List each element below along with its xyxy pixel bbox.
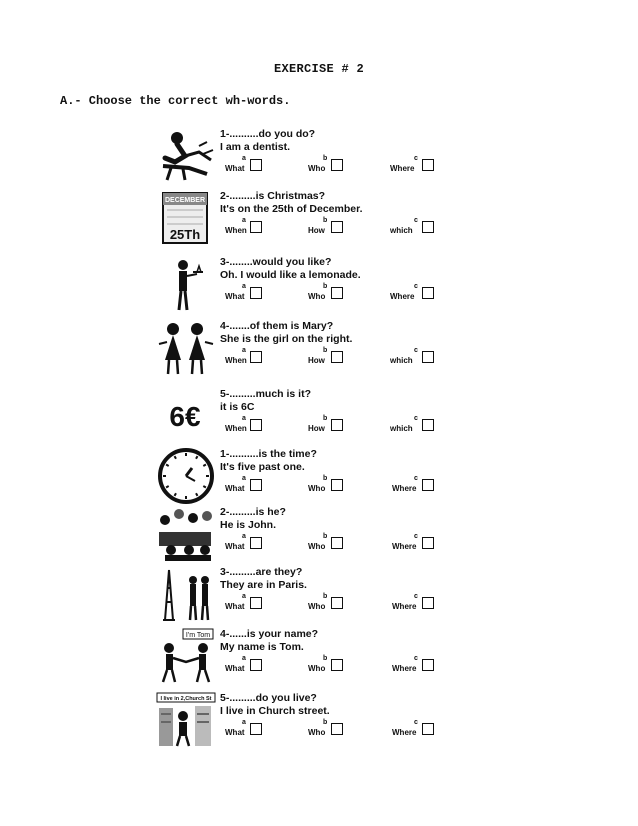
question-text: 4-.......of them is Mary? <box>220 320 334 332</box>
question-text: 2-.........is Christmas? <box>220 190 326 202</box>
question-text: 3-.........are they? <box>220 566 303 578</box>
option-letter: b <box>323 347 328 354</box>
option-word: Who <box>308 602 326 611</box>
option-checkbox[interactable] <box>422 287 434 299</box>
option-letter: a <box>242 155 246 162</box>
option-checkbox[interactable] <box>422 723 434 735</box>
option-letter: a <box>242 217 246 224</box>
option-letter: a <box>242 533 246 540</box>
option-checkbox[interactable] <box>422 597 434 609</box>
option-word: What <box>225 602 245 611</box>
answer-text: She is the girl on the right. <box>220 333 353 345</box>
option-checkbox[interactable] <box>331 659 343 671</box>
option-checkbox[interactable] <box>422 351 434 363</box>
crowd-icon-graphic <box>155 506 217 562</box>
svg-text:25Th: 25Th <box>169 227 201 242</box>
option-word: Where <box>392 728 417 737</box>
option-checkbox[interactable] <box>250 537 262 549</box>
option-letter: a <box>242 475 246 482</box>
option-letter: b <box>323 655 328 662</box>
answer-text: My name is Tom. <box>220 641 304 653</box>
option-word: which <box>390 356 413 365</box>
answer-text: Oh. I would like a lemonade. <box>220 269 361 281</box>
option-letter: c <box>414 283 418 290</box>
option-word: Who <box>308 542 326 551</box>
option-letter: c <box>414 155 418 162</box>
crowd-icon <box>155 506 217 562</box>
option-word: Who <box>308 292 326 301</box>
option-word: Where <box>392 664 417 673</box>
option-checkbox[interactable] <box>331 287 343 299</box>
option-letter: a <box>242 593 246 600</box>
option-checkbox[interactable] <box>250 723 262 735</box>
question-text: 2-.........is he? <box>220 506 286 518</box>
option-word: Who <box>308 728 326 737</box>
option-letter: b <box>323 719 328 726</box>
option-letter: c <box>414 347 418 354</box>
answer-text: It's on the 25th of December. <box>220 203 363 215</box>
question-text: 5-.........do you live? <box>220 692 317 704</box>
option-word: When <box>225 356 247 365</box>
option-checkbox[interactable] <box>422 419 434 431</box>
two-girls-icon-graphic <box>155 320 217 376</box>
option-letter: a <box>242 415 246 422</box>
question-text: 1-..........is the time? <box>220 448 317 460</box>
option-word: Where <box>390 292 415 301</box>
option-letter: b <box>323 283 328 290</box>
option-letter: c <box>414 217 418 224</box>
svg-text:DECEMBER: DECEMBER <box>164 197 206 204</box>
option-word: What <box>225 292 245 301</box>
price-icon-graphic <box>155 388 217 444</box>
question-text: 5-.........much is it? <box>220 388 312 400</box>
option-letter: c <box>414 655 418 662</box>
answer-text: I am a dentist. <box>220 141 291 153</box>
option-word: Who <box>308 484 326 493</box>
option-checkbox[interactable] <box>250 159 262 171</box>
option-letter: b <box>323 475 328 482</box>
option-checkbox[interactable] <box>331 723 343 735</box>
price-icon <box>155 388 217 444</box>
option-letter: a <box>242 719 246 726</box>
option-letter: b <box>323 155 328 162</box>
option-checkbox[interactable] <box>331 351 343 363</box>
option-letter: c <box>414 719 418 726</box>
option-word: Where <box>392 484 417 493</box>
option-letter: c <box>414 415 418 422</box>
option-checkbox[interactable] <box>250 659 262 671</box>
option-word: When <box>225 424 247 433</box>
option-word: which <box>390 424 413 433</box>
question-text: 3-........would you like? <box>220 256 332 268</box>
option-word: What <box>225 484 245 493</box>
answer-text: I live in Church street. <box>220 705 330 717</box>
option-word: How <box>308 226 325 235</box>
option-word: Where <box>392 602 417 611</box>
option-word: which <box>390 226 413 235</box>
option-word: What <box>225 542 245 551</box>
option-checkbox[interactable] <box>331 419 343 431</box>
handshake-icon <box>155 628 217 684</box>
option-word: Who <box>308 664 326 673</box>
option-checkbox[interactable] <box>250 287 262 299</box>
answer-text: He is John. <box>220 519 277 531</box>
waiter-icon-graphic <box>155 256 217 312</box>
option-word: What <box>225 164 245 173</box>
calendar-icon-graphic <box>155 190 217 246</box>
option-letter: b <box>323 217 328 224</box>
option-checkbox[interactable] <box>331 479 343 491</box>
exercise-title: EXERCISE # 2 <box>273 62 364 76</box>
option-letter: c <box>414 475 418 482</box>
option-letter: a <box>242 655 246 662</box>
option-word: When <box>225 226 247 235</box>
option-checkbox[interactable] <box>250 351 262 363</box>
option-checkbox[interactable] <box>331 597 343 609</box>
option-checkbox[interactable] <box>331 159 343 171</box>
eiffel-tower-icon-graphic <box>155 566 217 622</box>
option-checkbox[interactable] <box>331 537 343 549</box>
option-checkbox[interactable] <box>331 221 343 233</box>
svg-text:I live in 2,Church St: I live in 2,Church St <box>160 696 212 702</box>
city-street-icon-graphic <box>155 692 217 748</box>
svg-text:6€: 6€ <box>169 401 201 432</box>
answer-text: It's five past one. <box>220 461 305 473</box>
option-word: Where <box>390 164 415 173</box>
option-checkbox[interactable] <box>422 159 434 171</box>
option-checkbox[interactable] <box>250 419 262 431</box>
instruction: A.- Choose the correct wh-words. <box>60 94 291 108</box>
city-street-icon <box>155 692 217 748</box>
clock-icon <box>155 448 217 504</box>
option-word: What <box>225 664 245 673</box>
option-word: Who <box>308 164 326 173</box>
option-checkbox[interactable] <box>422 221 434 233</box>
question-text: 1-..........do you do? <box>220 128 316 140</box>
option-word: How <box>308 356 325 365</box>
option-letter: b <box>323 533 328 540</box>
waiter-icon <box>155 256 217 312</box>
clock-icon-graphic <box>155 448 217 504</box>
option-letter: c <box>414 533 418 540</box>
answer-text: They are in Paris. <box>220 579 307 591</box>
option-checkbox[interactable] <box>250 479 262 491</box>
dentist-icon-graphic <box>155 128 217 184</box>
option-word: How <box>308 424 325 433</box>
calendar-icon <box>155 190 217 246</box>
option-checkbox[interactable] <box>422 659 434 671</box>
option-letter: b <box>323 415 328 422</box>
eiffel-tower-icon <box>155 566 217 622</box>
option-letter: c <box>414 593 418 600</box>
two-girls-icon <box>155 320 217 376</box>
svg-text:I'm Tom: I'm Tom <box>185 632 211 639</box>
option-word: What <box>225 728 245 737</box>
answer-text: it is 6C <box>220 401 255 413</box>
option-checkbox[interactable] <box>422 479 434 491</box>
option-word: Where <box>392 542 417 551</box>
dentist-icon <box>155 128 217 184</box>
option-checkbox[interactable] <box>422 537 434 549</box>
handshake-icon-graphic <box>155 628 217 684</box>
option-letter: a <box>242 347 246 354</box>
question-text: 4-......is your name? <box>220 628 319 640</box>
option-letter: a <box>242 283 246 290</box>
option-checkbox[interactable] <box>250 221 262 233</box>
option-checkbox[interactable] <box>250 597 262 609</box>
option-letter: b <box>323 593 328 600</box>
